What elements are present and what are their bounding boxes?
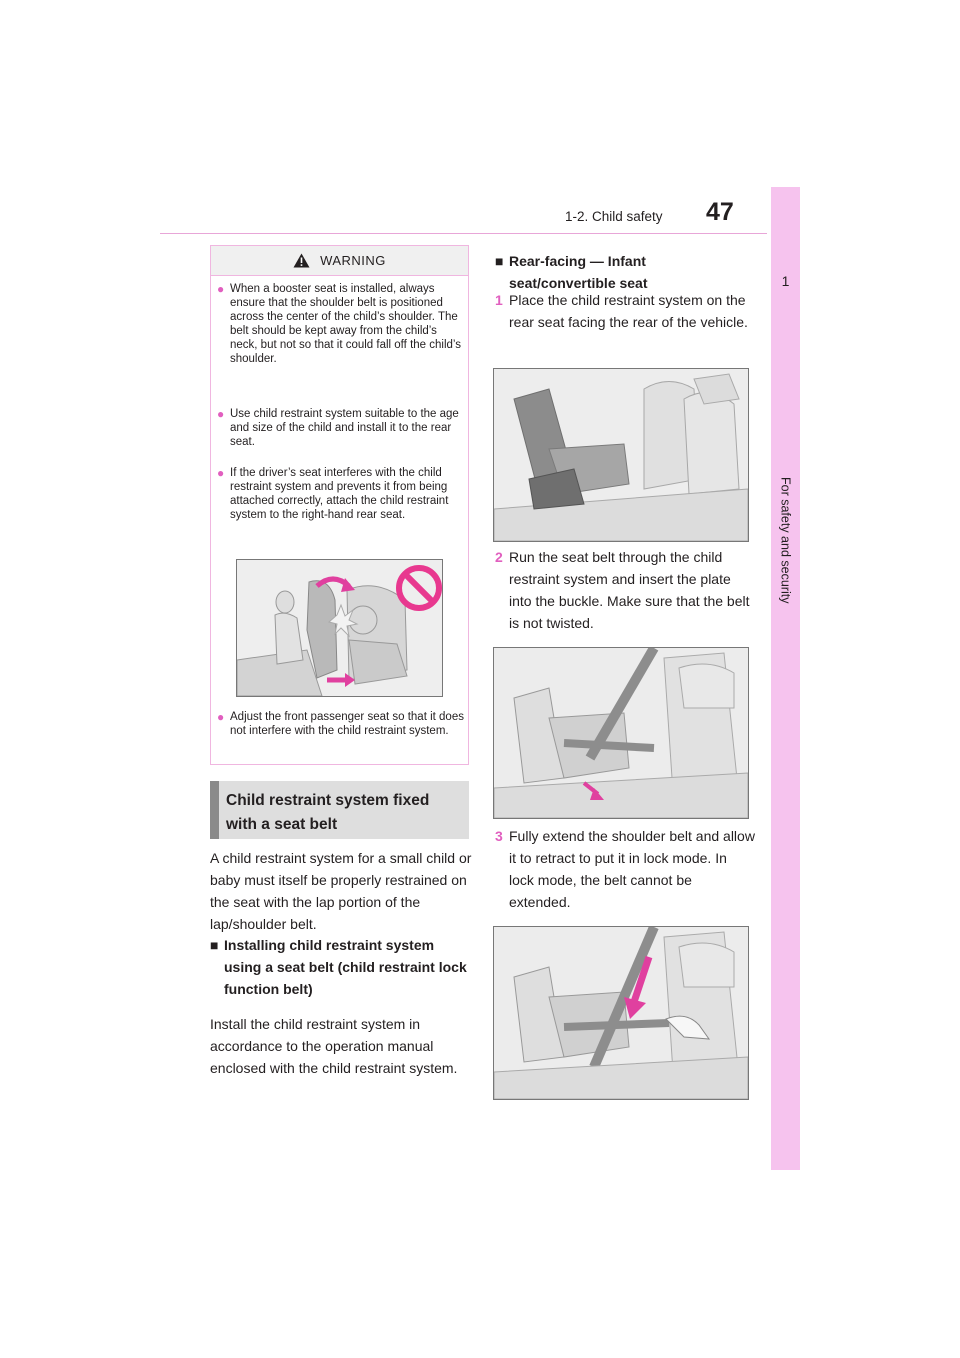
install-subheading-text: Installing child restraint system using a seat belt (child restraint lock function belt) [224, 937, 467, 997]
install-paragraph: Install the child restraint system in accordance to the operation manual enclosed with the child restraint system. [210, 1016, 458, 1076]
section-heading [210, 781, 469, 839]
step-2-illustration [493, 647, 749, 819]
warning-item-text: If the driver’s seat interferes with the child restraint system and prevents it from being attached correctly, attach the child restraint system to the right-hand rear seat. [230, 467, 449, 521]
intro-paragraph: A child restraint system for a small child or baby must itself be properly restrained on the seat with the lap portion of the lap/shoulder belt. [210, 850, 472, 932]
step-item [495, 289, 755, 333]
header-rule [160, 233, 767, 234]
bullet-icon: ● [217, 466, 225, 480]
shoulder-belt-lock-illustration [494, 927, 748, 1099]
warning-item-text: When a booster seat is installed, always ensure that the shoulder belt is positioned across the center of the child’s shoulder. The belt should be kept away from the child’s neck, but not so that it could fall off the child’s shoulder. [230, 283, 461, 365]
rear-facing-subheading-text: Rear-facing — Infant seat/convertible seat [509, 253, 648, 291]
step-item [495, 546, 755, 634]
step-text: Place the child restraint system on the rear seat facing the rear of the vehicle. [509, 292, 748, 330]
chapter-title-wrap [771, 477, 800, 603]
warning-item [217, 466, 465, 522]
warning-item-text: Adjust the front passenger seat so that it does not interfere with the child restraint system. [230, 711, 464, 737]
step-text: Fully extend the shoulder belt and allow it to retract to put it in lock mode. In lock mode, the belt cannot be extended. [509, 828, 755, 910]
warning-item [217, 710, 465, 738]
section-heading-text: Child restraint system fixed with a seat belt [226, 792, 430, 833]
step-number: 1 [495, 292, 503, 308]
square-bullet-icon: ■ [210, 937, 219, 953]
warning-title: WARNING [320, 253, 386, 268]
seat-interference-illustration [237, 560, 442, 696]
page-number: 47 [706, 198, 734, 226]
warning-triangle-icon [293, 253, 310, 268]
bullet-icon: ● [217, 710, 225, 724]
chapter-title: For safety and security [778, 477, 793, 604]
chapter-number: 1 [781, 273, 790, 289]
warning-illustration [236, 559, 443, 697]
step-1-illustration [493, 368, 749, 542]
rear-facing-seat-illustration [494, 369, 748, 541]
rear-facing-subheading [495, 250, 755, 294]
warning-item-text: Use child restraint system suitable to the age and size of the child and install it to the rear seat. [230, 408, 459, 448]
chapter-tab [771, 187, 800, 1170]
step-3-illustration [493, 926, 749, 1100]
step-number: 3 [495, 828, 503, 844]
bullet-icon: ● [217, 282, 225, 296]
warning-item [217, 407, 465, 449]
step-text: Run the seat belt through the child restraint system and insert the plate into the buckle. Make sure that the belt is not twisted. [509, 549, 750, 631]
step-number: 2 [495, 549, 503, 565]
seat-belt-routing-illustration [494, 648, 748, 818]
install-subheading [210, 934, 472, 1000]
square-bullet-icon: ■ [495, 253, 504, 269]
bullet-icon: ● [217, 407, 225, 421]
warning-box [210, 245, 469, 765]
step-item [495, 825, 755, 913]
section-title: 1-2. Child safety [565, 209, 663, 224]
warning-item [217, 282, 465, 366]
warning-header [211, 246, 468, 276]
